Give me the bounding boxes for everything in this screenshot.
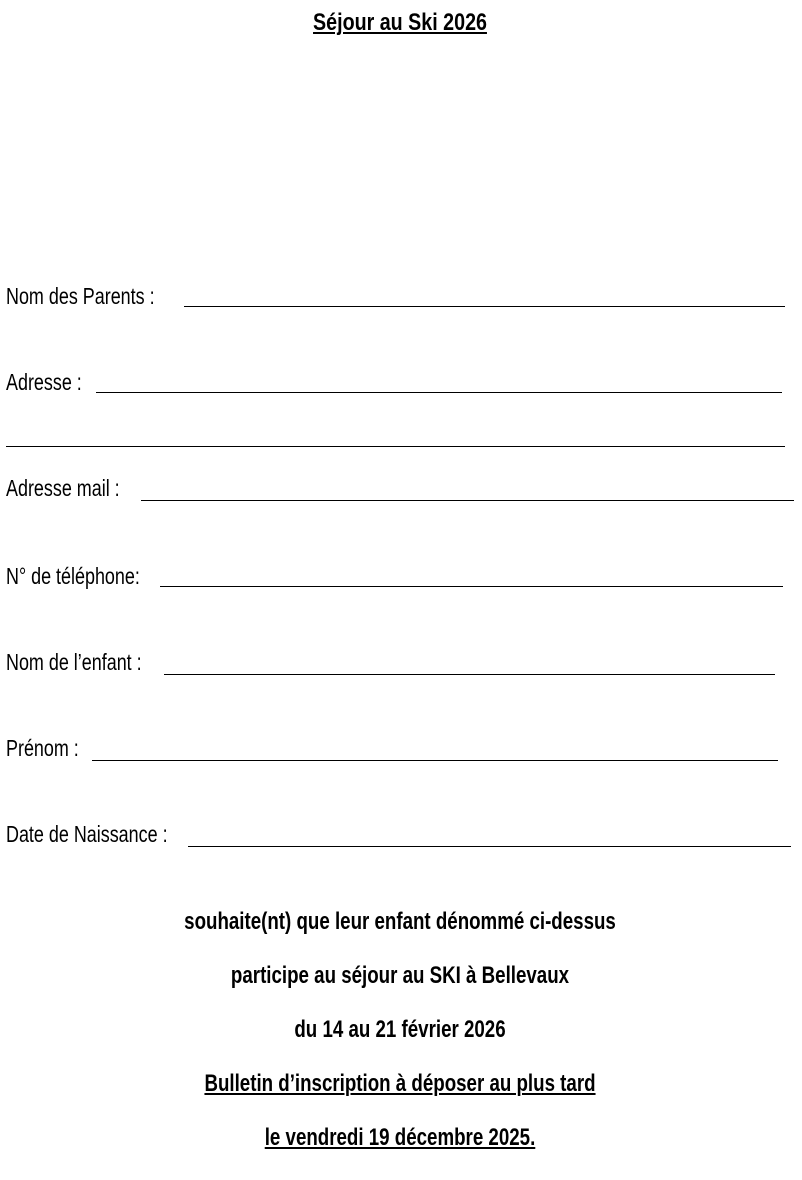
birth-date-label: Date de Naissance : — [6, 821, 168, 847]
birth-date-line[interactable] — [188, 846, 791, 847]
address-line[interactable] — [96, 392, 782, 393]
first-name-field — [6, 732, 796, 762]
email-label: Adresse mail : — [6, 475, 120, 501]
first-name-line[interactable] — [92, 760, 778, 761]
first-name-label: Prénom : — [6, 735, 79, 761]
phone-label: N° de téléphone: — [6, 563, 140, 589]
page-title: Séjour au Ski 2026 — [313, 9, 487, 36]
address-line-2[interactable] — [6, 446, 785, 447]
parents-name-line[interactable] — [184, 306, 785, 307]
child-name-label: Nom de l’enfant : — [6, 649, 142, 675]
deadline-notice: Bulletin d’inscription à déposer au plus tard — [204, 1070, 596, 1097]
address-label: Adresse : — [6, 369, 82, 395]
child-name-field — [6, 646, 796, 676]
child-name-line[interactable] — [164, 674, 775, 675]
closing-line-1: souhaite(nt) que leur enfant dénommé ci-dessus — [184, 908, 616, 935]
phone-line[interactable] — [160, 586, 783, 587]
email-line[interactable] — [141, 500, 794, 501]
email-field — [6, 472, 796, 502]
parents-name-label: Nom des Parents : — [6, 283, 155, 309]
deadline-date: le vendredi 19 décembre 2025. — [264, 1124, 536, 1151]
birth-date-field — [6, 818, 796, 848]
closing-line-2: participe au séjour au SKI à Bellevaux — [230, 962, 570, 989]
closing-line-3: du 14 au 21 février 2026 — [294, 1016, 506, 1043]
